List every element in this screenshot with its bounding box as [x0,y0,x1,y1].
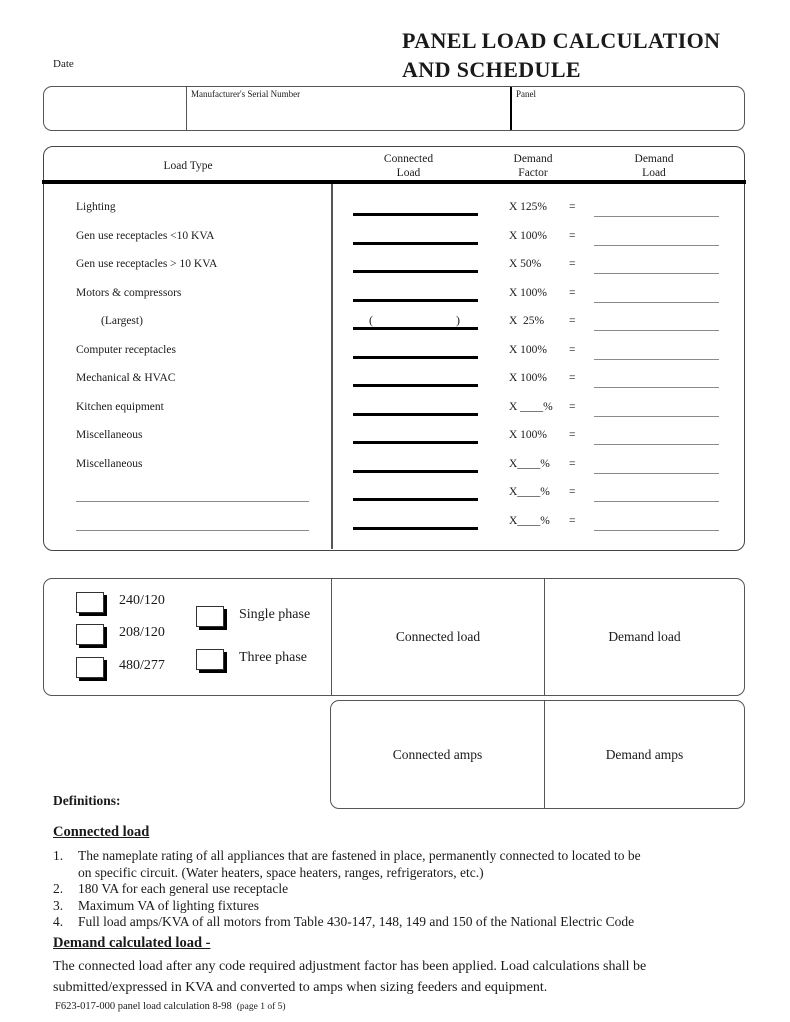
table-row [44,395,744,424]
demand-factor-label: X 100% [509,429,548,441]
table-row [44,423,744,452]
connected-load-field[interactable] [353,270,478,273]
connected-load-field[interactable] [353,441,478,444]
table-row [44,366,744,395]
demand-factor-label: X____% [509,514,550,527]
load-calculation-table [43,146,745,551]
checkbox-three-phase[interactable] [196,649,224,670]
connected-load-field[interactable] [353,470,478,473]
amps-totals-box [330,700,745,809]
load-type-label: Kitchen equipment [76,400,164,413]
demand-load-field[interactable] [594,444,719,445]
table-row [44,252,744,281]
demand-load-field[interactable] [594,330,719,331]
page-title-line2: AND SCHEDULE [402,57,581,82]
check-item-208-120 [76,624,165,645]
demand-load-field[interactable] [594,359,719,360]
definition-item-number: 1. [53,848,64,863]
demand-load-field[interactable] [594,302,719,303]
connected-load-field[interactable] [353,242,478,245]
demand-load-field[interactable] [594,273,719,274]
check-item-single-phase [196,606,310,627]
table-row [44,195,744,224]
connected-load-field[interactable] [353,213,478,216]
table-row [44,480,744,509]
equals-sign: = [569,343,576,356]
demand-load-total-label: Demand load [608,629,681,644]
connected-load-field[interactable] [353,384,478,387]
definition-item-line [53,914,641,931]
column-header-load-type: Load Type [163,160,213,172]
date-label: Date [53,58,74,70]
demand-factor-label: X 100% [509,343,548,356]
equals-sign: = [569,457,576,470]
connected-load-field[interactable] [353,527,478,530]
header-divider-line [42,180,746,184]
load-type-label: (Largest) [101,315,143,327]
load-type-label: Mechanical & HVAC [76,372,176,384]
panel-field[interactable] [512,87,744,130]
three-phase-label: Three phase [239,650,308,665]
definitions-list [53,848,641,931]
demand-amps-label: Demand amps [605,746,684,762]
column-header-connected-load: Connected Load [383,153,434,179]
paren-close: ) [456,313,460,327]
definition-item-text: 180 VA for each general use receptacle [78,881,289,896]
date-field[interactable] [44,87,186,130]
table-row [44,338,744,367]
connected-load-field[interactable] [353,356,478,359]
definition-item-text: Maximum VA of lighting fixtures [78,897,260,913]
load-type-blank-field[interactable] [76,530,309,531]
demand-factor-label: X 25% [509,315,545,327]
checkbox-480-277[interactable] [76,657,104,678]
demand-factor-label: X____% [509,457,550,470]
demand-factor-label: X 50% [509,258,542,270]
page-title-line1: PANEL LOAD CALCULATION [402,28,721,53]
definition-item-line [53,881,641,898]
equals-sign: = [569,315,576,327]
equals-sign: = [569,201,576,213]
definition-item-line [53,848,641,865]
load-type-label: Miscellaneous [76,429,143,441]
largest-parentheses [353,313,478,328]
single-phase-label: Single phase [239,607,311,622]
connected-load-field[interactable] [353,498,478,501]
definition-item-line [53,865,641,882]
system-options-box [43,578,745,696]
demand-factor-label: X 125% [509,201,548,213]
load-type-label: Lighting [76,201,116,213]
demand-load-field[interactable] [594,216,719,217]
equals-sign: = [569,429,576,441]
208-120-label: 208/120 [119,625,165,640]
equals-sign: = [569,372,576,384]
load-type-label: Motors & compressors [76,286,182,299]
table-row [44,452,744,481]
demand-factor-label: X 100% [509,286,548,299]
load-type-blank-field[interactable] [76,501,309,502]
demand-load-field[interactable] [594,387,719,388]
check-item-240-120 [76,592,165,613]
page-number: (page 1 of 5) [236,1002,286,1012]
load-type-label: Computer receptacles [76,343,176,356]
demand-factor-label: X____% [509,486,550,498]
table-row [44,281,744,310]
definitions-title: Definitions: [53,793,121,808]
form-footer [55,1001,286,1012]
paren-open: ( [369,313,373,327]
connected-load-heading: Connected load [53,824,150,840]
checkbox-single-phase[interactable] [196,606,224,627]
form-number: F623-017-000 panel load calculation 8-98 [55,1001,232,1012]
checkbox-208-120[interactable] [76,624,104,645]
connected-load-total-cell[interactable] [332,579,544,695]
demand-load-field[interactable] [594,473,719,474]
identification-box [43,86,745,131]
connected-load-field[interactable] [353,299,478,302]
serial-number-field[interactable] [187,87,510,130]
definition-item-text: The nameplate rating of all appliances that are fastened in place, permanently connected to located to be [78,848,641,863]
480-277-label: 480/277 [119,658,165,673]
connected-load-field[interactable] [353,327,478,330]
check-item-three-phase [196,649,307,670]
definition-item-text: Full load amps/KVA of all motors from Table 430-147, 148, 149 and 150 of the National Electric Code [78,914,635,929]
connected-load-total-label: Connected load [395,629,481,644]
demand-load-field[interactable] [594,501,719,502]
checkbox-240-120[interactable] [76,592,104,613]
demand-load-field[interactable] [594,416,719,417]
demand-load-total-cell[interactable] [545,579,744,695]
table-row [44,509,744,538]
panel-label: Panel [516,89,536,99]
definition-item-number: 3. [53,897,64,913]
demand-factor-label: X 100% [509,372,548,384]
load-type-label: Gen use receptacles <10 KVA [76,229,215,242]
connected-amps-label: Connected amps [392,746,483,762]
page-title [402,26,720,84]
equals-sign: = [569,400,576,413]
equals-sign: = [569,258,576,270]
definition-item-number: 4. [53,914,64,929]
connected-load-field[interactable] [353,413,478,416]
equals-sign: = [569,229,576,242]
demand-amps-cell[interactable] [545,701,744,808]
load-type-label: Gen use receptacles > 10 KVA [76,258,218,270]
serial-number-label: Manufacturer's Serial Number [191,89,301,99]
demand-calculated-load-heading: Demand calculated load - [53,935,211,951]
check-item-480-277 [76,657,165,678]
240-120-label: 240/120 [119,593,165,608]
column-header-demand-load: Demand Load [634,153,674,179]
load-type-label: Miscellaneous [76,457,143,470]
column-header-demand-factor: Demand Factor [513,153,553,179]
definition-item-text: on specific circuit. (Water heaters, space heaters, ranges, refrigerators, etc.) [78,864,484,880]
demand-factor-label: X 100% [509,229,548,242]
demand-definition-paragraph: The connected load after any code required adjustment factor has been applied. Load calculations shall be submitted/expressed in KVA and converted to amps when sizing feeders and equipment. [53,959,647,995]
demand-factor-label: X ____% [509,400,553,413]
demand-load-field[interactable] [594,530,719,531]
definition-item-number: 2. [53,881,64,896]
table-row [44,224,744,253]
table-row [44,309,744,338]
demand-load-field[interactable] [594,245,719,246]
equals-sign: = [569,514,576,527]
connected-amps-cell[interactable] [331,701,544,808]
equals-sign: = [569,286,576,299]
definition-item-line [53,898,641,915]
equals-sign: = [569,486,576,498]
